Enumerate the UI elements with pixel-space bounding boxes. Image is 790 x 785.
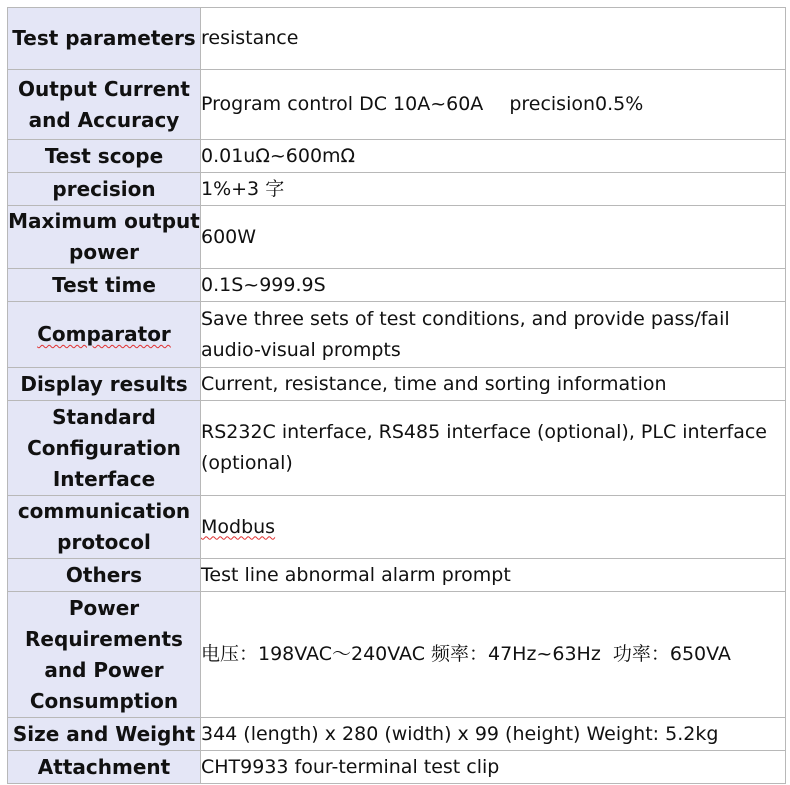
table-row [8, 70, 786, 140]
row-value: 344 (length) x 280 (width) x 99 (height) Weight: 5.2kg [201, 718, 786, 751]
row-label: Test scope [8, 140, 201, 173]
table-row [8, 751, 786, 784]
row-value: 电压：198VAC～240VAC 频率：47Hz~63Hz 功率：650VA [201, 592, 786, 718]
row-value-text: Modbus [201, 515, 276, 538]
row-label [8, 302, 201, 368]
row-value: 600W [201, 206, 786, 269]
spec-table [7, 7, 786, 784]
output-current-precision: precision0.5% [509, 93, 644, 115]
table-row [8, 559, 786, 592]
row-label: Test time [8, 269, 201, 302]
row-label: Display results [8, 368, 201, 401]
row-value: Save three sets of test conditions, and provide pass/fail audio-visual prompts [201, 302, 786, 368]
row-label: communication protocol [8, 496, 201, 559]
row-value: resistance [201, 8, 786, 70]
row-label: Test parameters [8, 8, 201, 70]
table-row [8, 368, 786, 401]
row-value [201, 70, 786, 140]
row-label: Size and Weight [8, 718, 201, 751]
row-value: Current, resistance, time and sorting information [201, 368, 786, 401]
row-label: Maximum output power [8, 206, 201, 269]
row-value: 1%+3 字 [201, 173, 786, 206]
table-row [8, 8, 786, 70]
table-row [8, 206, 786, 269]
row-value: Test line abnormal alarm prompt [201, 559, 786, 592]
table-row [8, 269, 786, 302]
row-value: RS232C interface, RS485 interface (optional), PLC interface (optional) [201, 401, 786, 496]
row-value: CHT9933 four-terminal test clip [201, 751, 786, 784]
table-row [8, 718, 786, 751]
row-label: Others [8, 559, 201, 592]
row-label: Attachment [8, 751, 201, 784]
row-value: 0.01uΩ~600mΩ [201, 140, 786, 173]
table-row [8, 401, 786, 496]
output-current-range: Program control DC 10A~60A [201, 93, 484, 115]
row-label: Power Requirements and Power Consumption [8, 592, 201, 718]
row-value: 0.1S~999.9S [201, 269, 786, 302]
row-label: Standard Configuration Interface [8, 401, 201, 496]
spec-table-container [7, 7, 786, 784]
row-label: Output Current and Accuracy [8, 70, 201, 140]
row-value [201, 496, 786, 559]
table-row [8, 592, 786, 718]
row-label: precision [8, 173, 201, 206]
table-row [8, 302, 786, 368]
table-row [8, 496, 786, 559]
table-row [8, 173, 786, 206]
table-row [8, 140, 786, 173]
row-label-text: Comparator [37, 322, 171, 346]
